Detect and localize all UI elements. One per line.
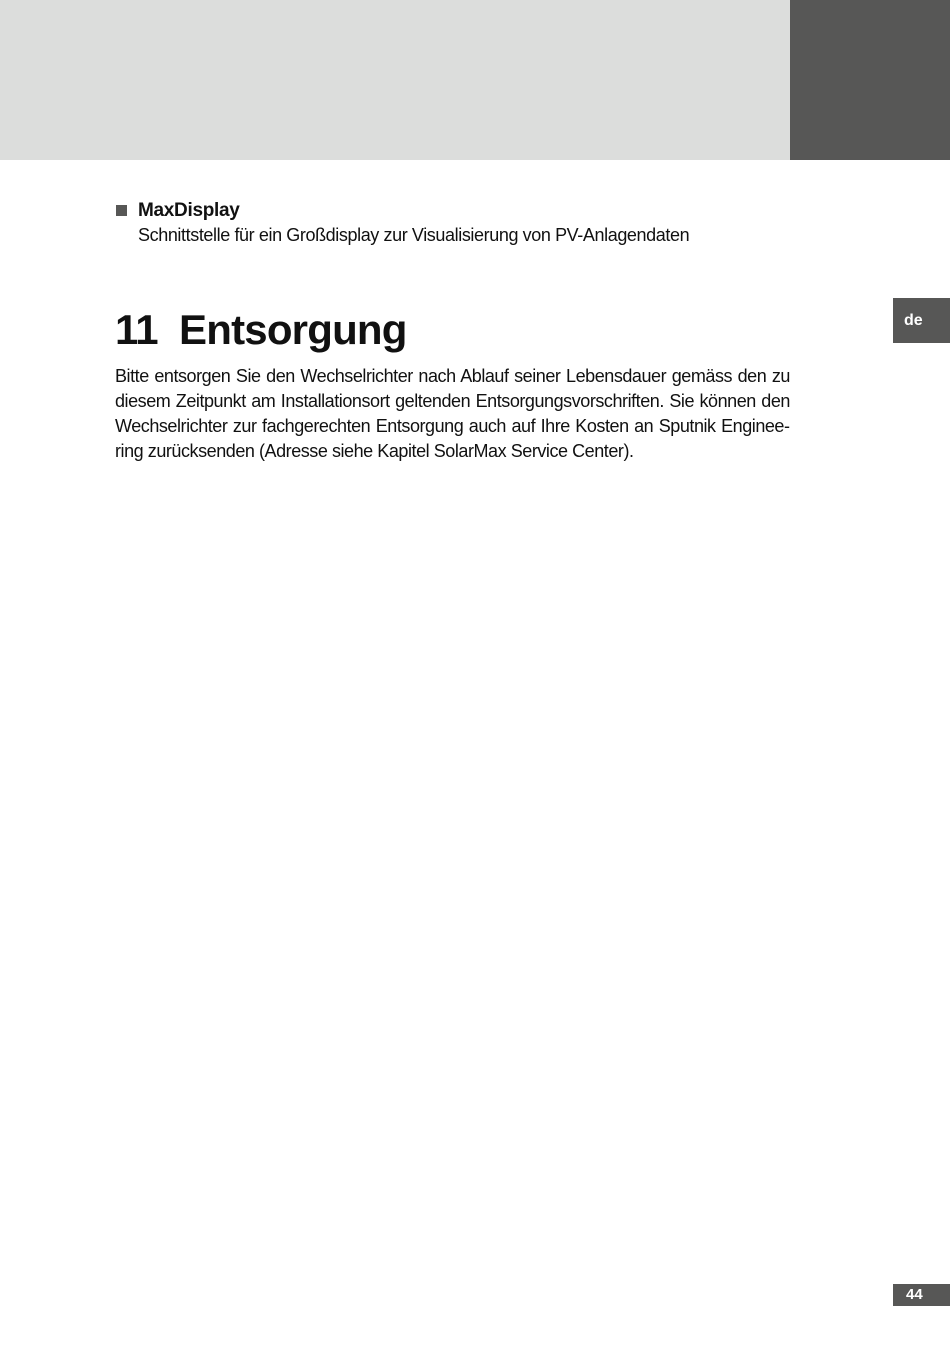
page-number: 44 <box>893 1284 950 1306</box>
section-number: 11 <box>115 306 158 353</box>
section-heading <box>115 304 407 356</box>
square-bullet-icon <box>116 205 127 216</box>
header-band <box>0 0 790 160</box>
section-title: Entsorgung <box>179 306 407 353</box>
header-corner-block <box>790 0 950 160</box>
language-tab: de <box>893 298 950 343</box>
list-item-title: MaxDisplay <box>138 200 240 221</box>
section-body-text: Bitte entsorgen Sie den Wechselrichter nach Ablauf seiner Lebensdauer gemäss den zu diesem Zeitpunkt am Installationsort geltenden Entsorgungsvorschriften. Sie können den Wechselrichter zur fachgerechten Entsorgung auch auf Ihre Kosten an Sputnik Engineering zurücksenden (Adresse siehe Kapitel SolarMax Service Center). <box>115 366 790 461</box>
list-item-description: Schnittstelle für ein Großdisplay zur Visualisierung von PV-Anlagendaten <box>138 225 690 245</box>
list-item-maxdisplay <box>115 198 795 248</box>
